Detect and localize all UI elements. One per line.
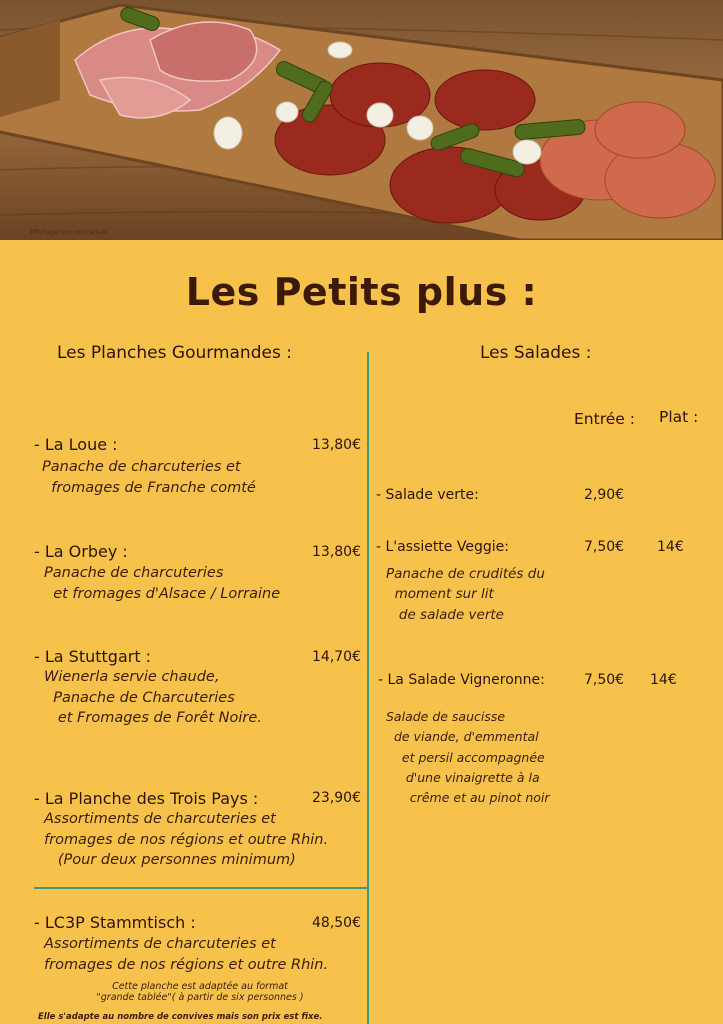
planche-description: Panache de charcuteries et fromages d'Alsace / Lorraine: [44, 565, 281, 602]
salade-entree-price: 7,50€: [584, 672, 625, 688]
planche-description: Assortiments de charcuteries et fromages de nos régions et outre Rhin. (Pour deux personnes minimum): [44, 811, 329, 868]
planche-name: - La Orbey :: [34, 542, 128, 561]
salade-name: - La Salade Vigneronne:: [378, 672, 545, 688]
planche-price: 13,80€: [312, 544, 361, 560]
planche-name: - La Loue :: [34, 435, 118, 454]
salade-name: - L'assiette Veggie:: [376, 539, 509, 555]
salade-plat-price: 14€: [650, 672, 677, 688]
planche-name: - La Stuttgart :: [34, 647, 152, 666]
planche-price: 48,50€: [312, 915, 361, 931]
stammtisch-price-note: Elle s'adapte au nombre de convives mais son prix est fixe.: [38, 1012, 323, 1022]
salade-description: Salade de saucisse de viande, d'emmental et persil accompagnée d'une vinaigrette à la crême et au pinot noir: [386, 709, 550, 806]
planche-name: - LC3P Stammtisch :: [34, 913, 196, 932]
photo-caption: Affichage non contractuel: [30, 229, 108, 236]
salades-heading: Les Salades :: [480, 343, 592, 363]
planche-price: 23,90€: [312, 790, 361, 806]
salade-plat-price: 14€: [657, 539, 684, 555]
salade-entree-price: 7,50€: [584, 539, 625, 555]
salade-name: - Salade verte:: [376, 487, 479, 503]
planche-description: Wienerla servie chaude, Panache de Charcuteries et Fromages de Forêt Noire.: [44, 669, 262, 726]
charcuterie-board-image: [0, 0, 723, 240]
planche-description: Panache de charcuteries et fromages de Franche comté: [42, 459, 256, 496]
column-divider: [367, 352, 369, 1024]
planche-name: - La Planche des Trois Pays :: [34, 789, 259, 808]
planche-price: 14,70€: [312, 649, 361, 665]
salade-entree-price: 2,90€: [584, 487, 625, 503]
column-header-entree: Entrée :: [574, 410, 635, 428]
section-divider: [34, 887, 367, 889]
hero-photo: [0, 0, 723, 240]
page-title: Les Petits plus :: [185, 270, 538, 314]
planches-heading: Les Planches Gourmandes :: [57, 343, 292, 363]
stammtisch-note: Cette planche est adaptée au format "grande tablée"( à partir de six personnes ): [96, 981, 304, 1003]
planche-description: Assortiments de charcuteries et fromages de nos régions et outre Rhin.: [44, 936, 329, 973]
column-header-plat: Plat :: [659, 408, 699, 426]
salade-description: Panache de crudités du moment sur lit de salade verte: [386, 566, 545, 623]
planche-price: 13,80€: [312, 437, 361, 453]
